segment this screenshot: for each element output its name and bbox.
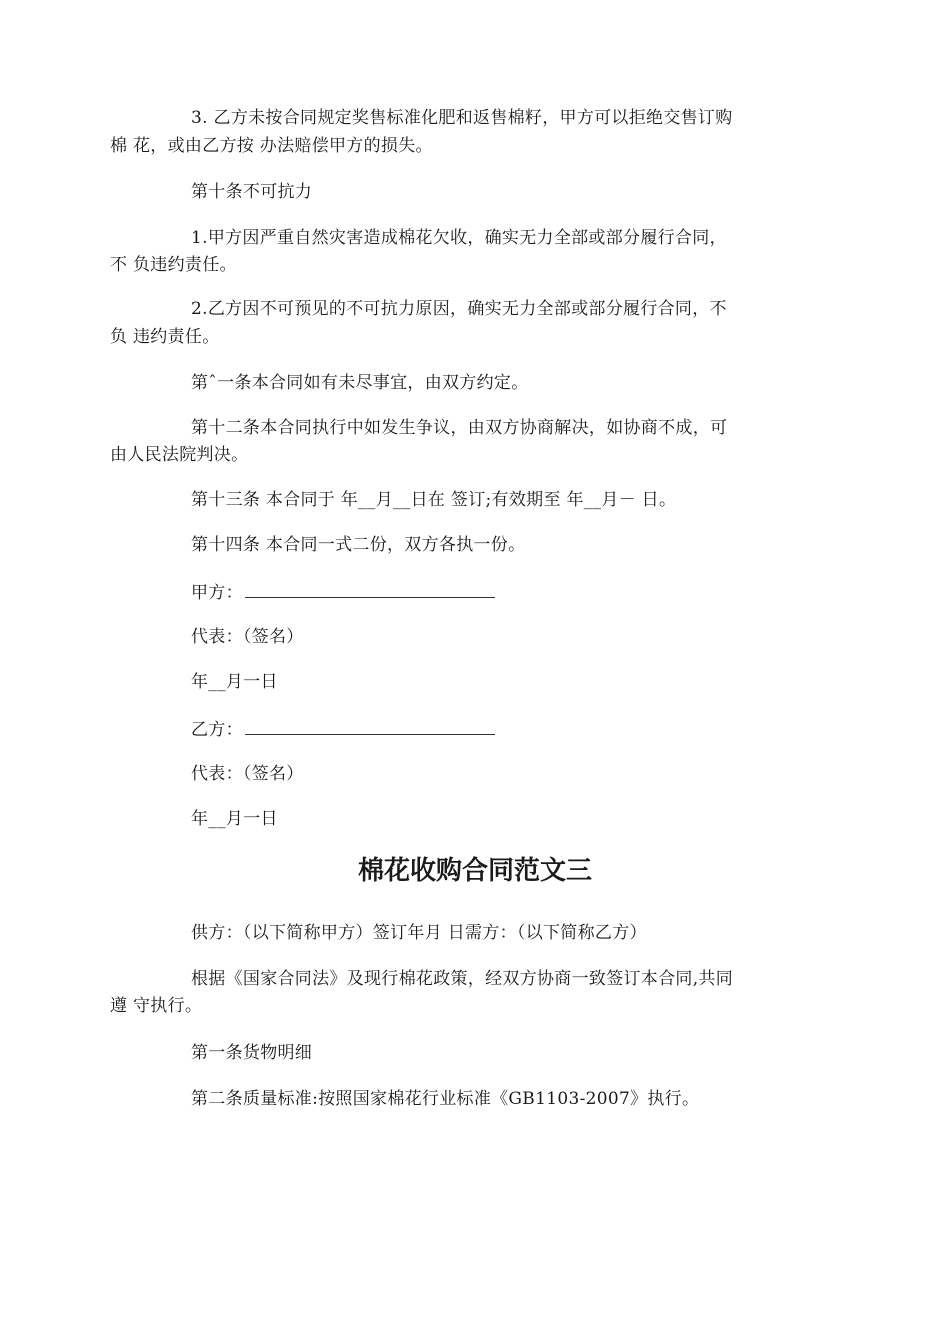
party-a-date: 年__月一日 — [191, 672, 278, 692]
article-13: 第十三条 本合同于 年__月__日在 签订;有效期至 年__月－ 日。 — [191, 490, 677, 510]
article-10-item-2-line-1: 2.乙方因不可预见的不可抗力原因，确实无力全部或部分履行合同，不 — [191, 299, 727, 319]
party-b-representative: 代表：（签名） — [191, 764, 304, 784]
party-a-label: 甲方： — [191, 583, 243, 603]
clause-3-line-2: 棉 花，或由乙方按 办法赔偿甲方的损失。 — [110, 136, 433, 156]
intro-line-2: 遵 守执行。 — [110, 996, 203, 1016]
article-11: 第ˆ一条本合同如有未尽事宜，由双方约定。 — [191, 373, 529, 393]
party-a-representative: 代表：（签名） — [191, 627, 304, 647]
section-title: 棉花收购合同范文三 — [357, 856, 592, 886]
party-a-signature-line — [191, 580, 495, 605]
party-b-date: 年__月一日 — [191, 809, 278, 829]
article-10-item-1-line-2: 不 负违约责任。 — [110, 255, 237, 275]
article-14: 第十四条 本合同一式二份，双方各执一份。 — [191, 535, 526, 555]
article-10-item-1-line-1: 1.甲方因严重自然灾害造成棉花欠收，确实无力全部或部分履行合同， — [191, 228, 727, 248]
article-1-goods: 第一条货物明细 — [191, 1043, 313, 1063]
article-10-item-2-line-2: 负 违约责任。 — [110, 327, 220, 347]
clause-3-line-1: 3. 乙方未按合同规定奖售标准化肥和返售棉籽，甲方可以拒绝交售订购 — [191, 108, 733, 128]
party-a-blank — [245, 580, 495, 598]
article-2-quality: 第二条质量标准:按照国家棉花行业标准《GB1103-2007》执行。 — [191, 1089, 700, 1109]
article-12-line-2: 由人民法院判决。 — [110, 445, 249, 465]
party-b-label: 乙方： — [191, 720, 243, 740]
contract-parties-line: 供方：（以下简称甲方）签订年月 日需方：（以下简称乙方） — [191, 923, 647, 943]
article-12-line-1: 第十二条本合同执行中如发生争议，由双方协商解决，如协商不成，可 — [191, 418, 728, 438]
party-b-blank — [245, 717, 495, 735]
article-10-title: 第十条不可抗力 — [191, 182, 313, 202]
intro-line-1: 根据《国家合同法》及现行棉花政策，经双方协商一致签订本合同,共同 — [191, 969, 734, 989]
party-b-signature-line — [191, 717, 495, 742]
